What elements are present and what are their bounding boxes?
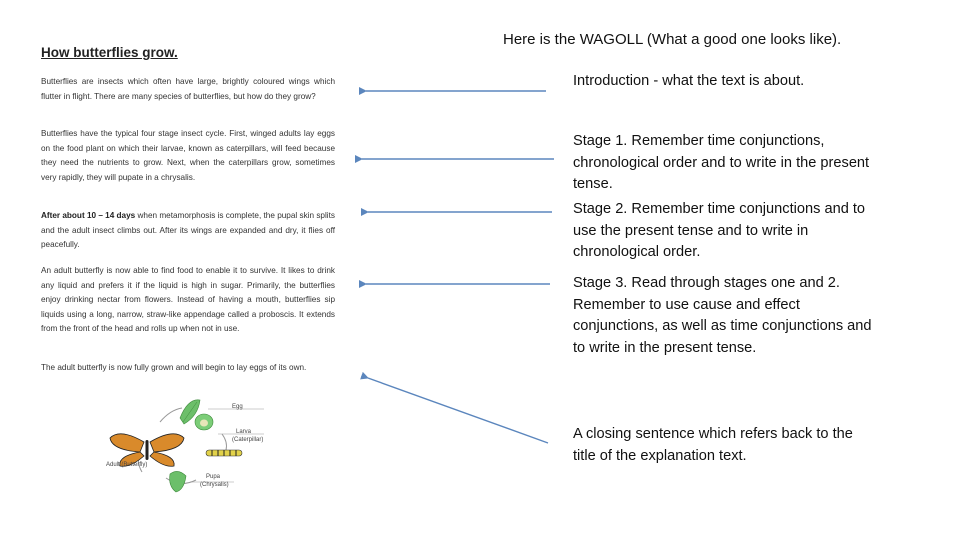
egg-label: Egg xyxy=(232,404,243,410)
pupa-sub-label: (Chrysalis) xyxy=(200,482,229,488)
wagoll-header: Here is the WAGOLL (What a good one looks like). xyxy=(503,31,842,48)
note-introduction: Introduction - what the text is about. xyxy=(573,73,805,89)
time-phrase: After about 10 – 14 days xyxy=(41,211,136,220)
paragraph-stage-3: An adult butterfly is now able to find food to enable it to survive. It likes to drink any liquid and prefers it if the liquid is high in sugar. Primarily, the butterflies enjoy drinking nectar from flowers. Instead of having a mouth, butterflies sip liquids using a long, narrow, straw-like appendage called a proboscis. It extends from the front of the head and rolls up when not in use. xyxy=(41,266,335,334)
note-stage-1: Stage 1. Remember time conjunctions, chronological order and to write in the present tense. xyxy=(573,133,870,193)
document-title: How butterflies grow. xyxy=(41,45,178,60)
arrow-closing xyxy=(368,378,548,443)
paragraph-stage-2-rest: when metamorphosis is complete, the pupal skin splits and the adult insect climbs out. After its wings are expanded and dry, it flies off peacefully. xyxy=(41,211,335,250)
adult-label: Adult (Butterfly) xyxy=(106,462,148,468)
paragraph-stage-1: Butterflies have the typical four stage insect cycle. First, winged adults lay eggs on the food plant on which their larvae, known as caterpillars, will feed because they need the nutrients to grow. Next, when the caterpillars grow, sometimes very rapidly, they will pupate in a chrysalis. xyxy=(41,129,335,182)
paragraph-closing: The adult butterfly is now fully grown and will begin to lay eggs of its own. xyxy=(41,363,307,372)
note-stage-3: Stage 3. Read through stages one and 2. Remember to use cause and effect conjunctions, as well as time conjunctions and to write in the present tense. xyxy=(573,275,872,356)
paragraph-introduction: Butterflies are insects which often have large, brightly coloured wings which flutter in flight. There are many species of butterflies, but how do they grow? xyxy=(41,77,335,101)
larva-label: Larva xyxy=(236,429,252,435)
pupa-label: Pupa xyxy=(206,474,221,480)
larva-sub-label: (Caterpillar) xyxy=(232,437,264,443)
note-closing: A closing sentence which refers back to the title of the explanation text. xyxy=(573,426,853,464)
note-stage-2: Stage 2. Remember time conjunctions and to use the present tense and to write in chronological order. xyxy=(573,201,866,261)
